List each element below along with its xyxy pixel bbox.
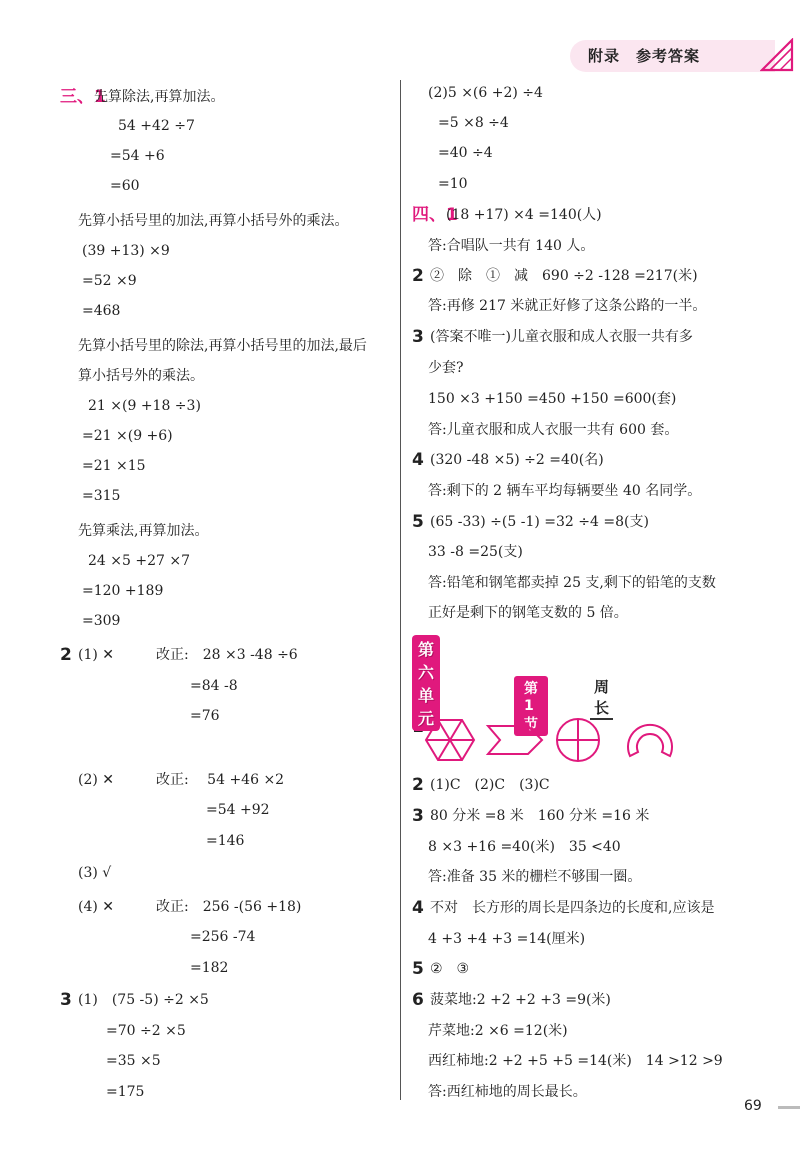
answer-line: 答:合唱队一共有 140 人。 — [428, 238, 595, 254]
answer-line: (65 -33) ÷(5 -1) =32 ÷4 =8(支) — [430, 514, 649, 530]
ruler-triangle-icon — [760, 38, 794, 72]
answer-line: (18 +17) ×4 =140(人) — [446, 207, 602, 223]
answer-line: =5 ×8 ÷4 — [438, 115, 509, 131]
answer-line: 答:再修 217 米就正好修了这条公路的一半。 — [428, 298, 707, 314]
answer-line: 西红柿地:2 +2 +5 +5 =14(米) 14 >12 >9 — [428, 1053, 723, 1069]
arrow-figure — [488, 726, 542, 754]
answer-line: =35 ×5 — [106, 1053, 161, 1069]
question-number: 三、1 — [60, 87, 106, 107]
answer-line: ② ③ — [430, 961, 470, 977]
answer-line: 21 ×(9 +18 ÷3) — [88, 398, 201, 414]
answer-line: 正好是剩下的钢笔支数的 5 倍。 — [428, 605, 628, 621]
answer-line: 答:剩下的 2 辆车平均每辆要坐 40 名同学。 — [428, 483, 702, 499]
answer-line: =70 ÷2 ×5 — [106, 1023, 186, 1039]
section-tag: 第1节 — [514, 676, 548, 736]
answer-line: =21 ×(9 +6) — [82, 428, 173, 444]
answer-line: =256 -74 — [190, 929, 256, 945]
answer-line: =52 ×9 — [82, 273, 137, 289]
answer-line: 算小括号外的乘法。 — [78, 368, 204, 384]
header-title: 附录 参考答案 — [588, 47, 701, 65]
answer-line: 先算乘法,再算加法。 — [78, 523, 209, 539]
hexagon-figure — [426, 720, 474, 760]
answer-line: (320 -48 ×5) ÷2 =40(名) — [430, 452, 604, 468]
answer-line: =182 — [190, 960, 229, 976]
question-number: 4 — [412, 898, 424, 918]
answer-line: =60 — [110, 178, 140, 194]
answer-line: (1) ✕ 改正: 28 ×3 -48 ÷6 — [78, 647, 298, 663]
answer-line: 54 +42 ÷7 — [118, 118, 195, 134]
answer-line: (39 +13) ×9 — [82, 243, 170, 259]
question-number: 3 — [412, 327, 424, 347]
answer-line: 答:儿童衣服和成人衣服一共有 600 套。 — [428, 422, 679, 438]
answer-line: (2) ✕ 改正: 54 +46 ×2 — [78, 772, 285, 788]
answer-line: =146 — [206, 833, 245, 849]
answer-line: 先算小括号里的加法,再算小括号外的乘法。 — [78, 213, 349, 229]
answer-line: 答:铅笔和钢笔都卖掉 25 支,剩下的铅笔的支数 — [428, 575, 716, 591]
question-number: 6 — [412, 990, 424, 1010]
answer-line: =309 — [82, 613, 121, 629]
answer-line: 不对 长方形的周长是四条边的长度和,应该是 — [430, 900, 715, 916]
page-number-bar — [778, 1106, 800, 1109]
answer-line: 8 ×3 +16 =40(米) 35 <40 — [428, 839, 621, 855]
answer-line: =120 +189 — [82, 583, 164, 599]
unit-title: 第六单元 — [412, 635, 440, 731]
answer-line: 答:准备 35 米的栅栏不够围一圈。 — [428, 869, 642, 885]
question-number: 4 — [412, 450, 424, 470]
page-number: 69 — [744, 1098, 762, 1114]
section-name: 周长 — [590, 676, 613, 720]
answer-line: 150 ×3 +150 =450 +150 =600(套) — [428, 391, 677, 407]
question-number: 3 — [60, 990, 72, 1010]
question-number: 四、1 — [412, 205, 458, 225]
question-number: 2 — [60, 645, 72, 665]
answer-line: 24 ×5 +27 ×7 — [88, 553, 190, 569]
question-number: 2 — [412, 775, 424, 795]
question-number: 5 — [412, 512, 424, 532]
answer-line: =10 — [438, 176, 468, 192]
answer-line: 先算小括号里的除法,再算小括号里的加法,最后 — [78, 338, 367, 354]
circle-figure — [557, 719, 599, 761]
answer-line: (4) ✕ 改正: 256 -(56 +18) — [78, 899, 302, 915]
answer-line: =315 — [82, 488, 121, 504]
answer-line: 4 +3 +4 +3 =14(厘米) — [428, 931, 586, 947]
answer-line: 芹菜地:2 ×6 =12(米) — [428, 1023, 568, 1039]
page-header — [570, 40, 800, 76]
question-number: 5 — [412, 959, 424, 979]
arch-figure — [628, 725, 672, 756]
answer-line: =76 — [190, 708, 220, 724]
answer-line: =468 — [82, 303, 121, 319]
answer-line: 答:西红柿地的周长最长。 — [428, 1084, 587, 1100]
answer-line: (1) (75 -5) ÷2 ×5 — [78, 992, 209, 1008]
question-number: 2 — [412, 266, 424, 286]
answer-line: =54 +92 — [206, 802, 270, 818]
answer-line: =40 ÷4 — [438, 145, 493, 161]
answer-line: 80 分米 =8 米 160 分米 =16 米 — [430, 808, 650, 824]
answer-line: 少套? — [428, 360, 464, 376]
answer-line: (3) √ — [78, 865, 112, 881]
question-number: 3 — [412, 806, 424, 826]
answer-line: (2)5 ×(6 +2) ÷4 — [428, 85, 543, 101]
answer-line: =175 — [106, 1084, 145, 1100]
answer-line: (答案不唯一)儿童衣服和成人衣服一共有多 — [430, 329, 693, 345]
answer-line: =84 -8 — [190, 678, 238, 694]
answer-line: =21 ×15 — [82, 458, 146, 474]
answer-line: =54 +6 — [110, 148, 165, 164]
answer-line: 先算除法,再算加法。 — [94, 89, 225, 105]
column-divider — [400, 80, 401, 1100]
answer-line: 菠菜地:2 +2 +2 +3 =9(米) — [430, 992, 611, 1008]
answer-line: (1)C (2)C (3)C — [430, 777, 550, 793]
answer-line: 33 -8 =25(支) — [428, 544, 523, 560]
shape-figures — [424, 716, 684, 768]
answer-line: ② 除 ① 减 690 ÷2 -128 =217(米) — [430, 268, 698, 284]
